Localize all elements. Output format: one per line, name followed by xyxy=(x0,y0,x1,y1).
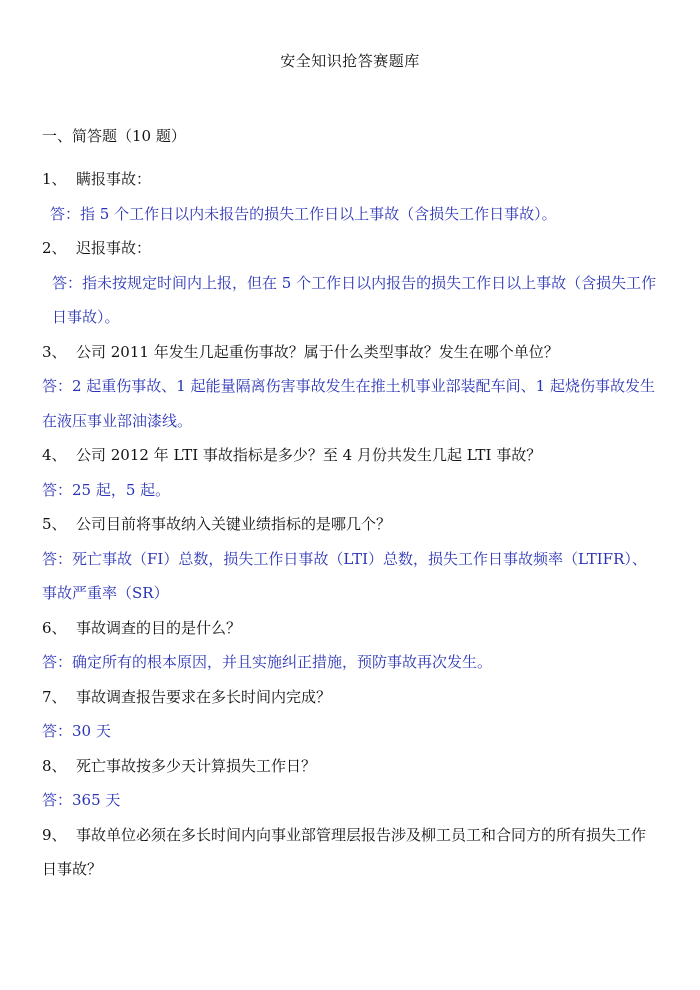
question-7 xyxy=(42,680,660,715)
question-2 xyxy=(42,231,660,266)
question-6 xyxy=(42,611,660,646)
question-3 xyxy=(42,335,660,370)
document-title: 安全知识抢答赛题库 xyxy=(280,52,420,70)
question-text: 事故调查报告要求在多长时间内完成？ xyxy=(76,687,332,706)
question-4 xyxy=(42,438,660,473)
answer-3: 答：2 起重伤事故、1 起能量隔离伤害事故发生在推土机事业部装配车间、1 起烧伤事故发生在液压事业部油漆线。 xyxy=(42,377,655,430)
question-text: 死亡事故按多少天计算损失工作日？ xyxy=(76,756,317,775)
question-text: 事故调查的目的是什么？ xyxy=(76,618,242,637)
section-heading: 一、简答题（10 题） xyxy=(42,127,186,145)
question-text: 公司 2012 年 LTI 事故指标是多少？至 4 月份共发生几起 LTI 事故？ xyxy=(76,446,542,464)
question-8 xyxy=(42,749,660,784)
question-text: 迟报事故： xyxy=(76,239,152,257)
answer-4: 答：25 起，5 起。 xyxy=(42,480,171,499)
question-number: 6、 xyxy=(42,618,67,637)
question-number: 1、 xyxy=(42,170,67,188)
question-number: 4、 xyxy=(42,446,67,464)
question-1 xyxy=(42,162,660,197)
question-number: 8、 xyxy=(42,756,67,775)
question-number: 2、 xyxy=(42,239,67,257)
question-5 xyxy=(42,507,660,542)
question-text: 瞒报事故： xyxy=(76,170,152,188)
answer-5: 答：死亡事故（FI）总数，损失工作日事故（LTI）总数，损失工作日事故频率（LTIFR）、事故严重率（SR） xyxy=(42,549,647,602)
question-text: 公司 2011 年发生几起重伤事故？属于什么类型事故？发生在哪个单位？ xyxy=(76,342,559,361)
question-list xyxy=(42,162,660,887)
question-9 xyxy=(42,818,660,887)
question-number: 7、 xyxy=(42,687,67,706)
answer-8: 答：365 天 xyxy=(42,791,121,809)
question-text: 事故单位必须在多长时间内向事业部管理层报告涉及柳工员工和合同方的所有损失工作日事故？ xyxy=(42,825,647,878)
question-number: 3、 xyxy=(42,342,67,361)
question-number: 9、 xyxy=(42,825,67,844)
question-number: 5、 xyxy=(42,515,67,533)
answer-7: 答：30 天 xyxy=(42,722,111,740)
answer-2: 答：指未按规定时间内上报，但在 5 个工作日以内报告的损失工作日以上事故（含损失工作日事故）。 xyxy=(52,273,657,326)
answer-1: 答：指 5 个工作日以内未报告的损失工作日以上事故（含损失工作日事故）。 xyxy=(50,204,557,223)
answer-6: 答：确定所有的根本原因，并且实施纠正措施，预防事故再次发生。 xyxy=(42,653,493,671)
question-text: 公司目前将事故纳入关键业绩指标的是哪几个？ xyxy=(76,515,392,533)
